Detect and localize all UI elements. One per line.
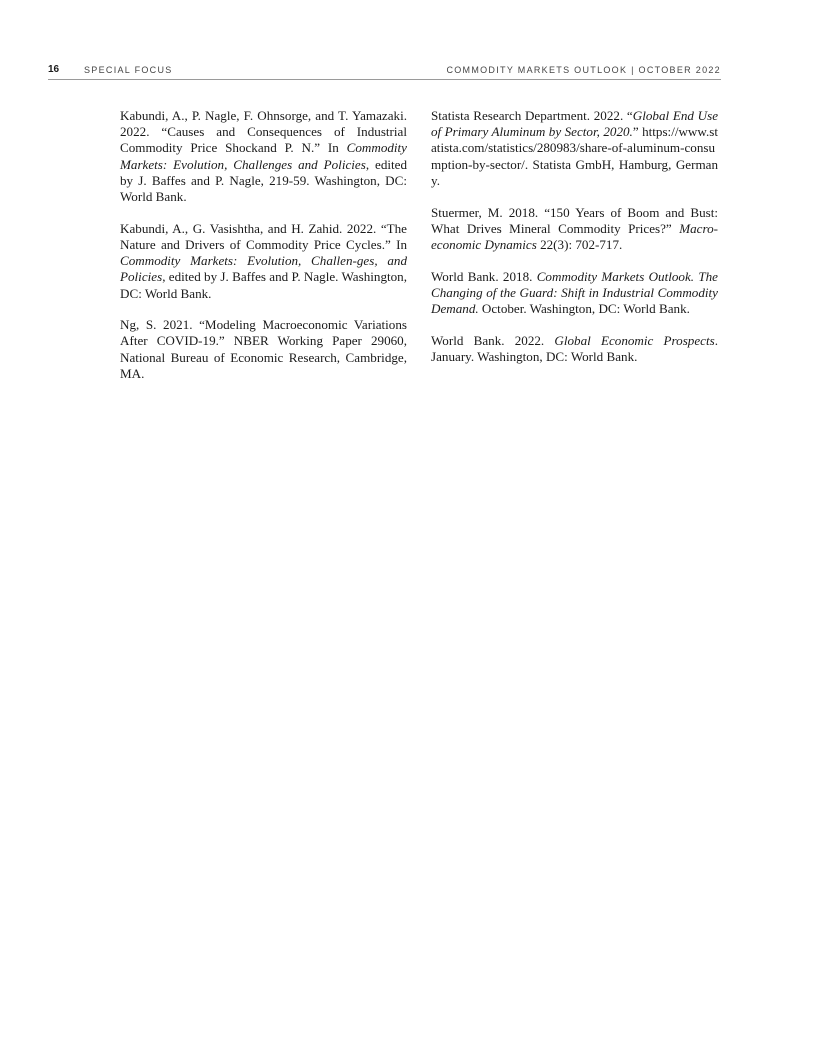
section-label: SPECIAL FOCUS [84, 65, 173, 75]
reference-entry [431, 205, 718, 254]
reference-title: Commodity Markets Outlook. The Changing of the Guard: Shift in Industrial Commodity Demand. [431, 268, 718, 317]
reference-text: Kabundi, A., P. Nagle, F. Ohnsorge, and T. Yamazaki. 2022. “Causes and Consequences of Industrial Commodity Price Shockand P. N.” In [120, 108, 407, 156]
reference-text: , edited by J. Baffes and P. Nagle, 219-59. Washington, DC: World Bank. [120, 156, 408, 205]
references-right-column [431, 108, 718, 381]
reference-entry [431, 333, 718, 365]
reference-entry [120, 317, 407, 382]
page-number: 16 [48, 64, 60, 75]
reference-entry [431, 269, 718, 318]
references-left-column [120, 108, 407, 398]
reference-title: Global End Use of Primary Aluminum by Sector, 2020. [431, 108, 719, 140]
reference-entry [431, 108, 718, 189]
reference-entry [120, 108, 407, 205]
reference-title: Global Economic Prospects [554, 332, 715, 348]
reference-text: , edited by J. Baffes and P. Nagle. Washington, DC: World Bank. [120, 269, 407, 301]
reference-text: World Bank. 2022. [431, 332, 555, 348]
reference-text: Kabundi, A., G. Vasishtha, and H. Zahid. 2022. “The Nature and Drivers of Commodity Price Cycles.” In [120, 220, 407, 252]
reference-url-text: ” https://www.statista.com/statistics/280983/share-of-aluminum-consumption-by-sector/. Statista GmbH, Hamburg, Germany. [431, 124, 718, 188]
reference-text: . January. Washington, DC: World Bank. [431, 332, 718, 364]
reference-entry [120, 221, 407, 302]
reference-text: Statista Research Department. 2022. “ [431, 108, 633, 123]
reference-text: Stuermer, M. 2018. “150 Years of Boom and Bust: What Drives Mineral Commodity Prices?” [431, 204, 718, 236]
running-title: COMMODITY MARKETS OUTLOOK | OCTOBER 2022 [446, 65, 721, 75]
reference-title: Commodity Markets: Evolution, Challenges and Policies [120, 140, 407, 172]
page-header [48, 64, 721, 80]
reference-text: World Bank. 2018. [431, 268, 537, 284]
reference-text: 22(3): 702-717. [536, 236, 623, 252]
reference-text: October. Washington, DC: World Bank. [478, 301, 690, 317]
reference-title: Commodity Markets: Evolution, Challen-ges, and Policies [120, 253, 407, 285]
reference-text: Ng, S. 2021. “Modeling Macroeconomic Variations After COVID-19.” NBER Working Paper 29060, National Bureau of Economic Research, Cambridge, MA. [120, 317, 407, 381]
reference-title: Macro-economic Dynamics [431, 220, 718, 252]
